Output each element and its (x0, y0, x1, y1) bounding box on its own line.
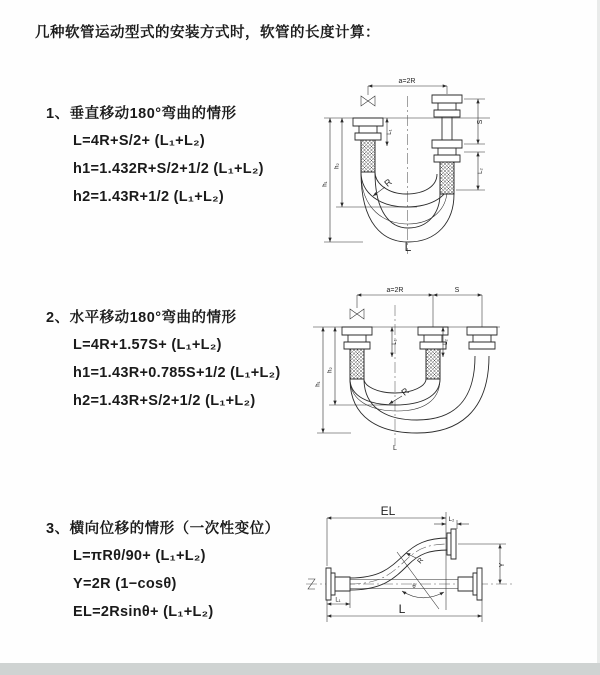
dim-label-r: R (399, 385, 411, 398)
dim-label-h2: h₂ (334, 163, 341, 169)
dim-label-s: S (477, 119, 484, 125)
dim-label-l: L (404, 240, 412, 254)
displaced-hose-curve (350, 538, 448, 590)
left-pipe-fitting (342, 327, 372, 379)
formula-h2: h2=1.43R+1/2 (L₁+L₂) (73, 189, 225, 205)
dim-label-s: S (454, 287, 460, 294)
section-2 (46, 308, 281, 419)
dim-label-el: EL (380, 504, 396, 518)
dimension-l1 (387, 118, 393, 146)
hose-u-bend (350, 356, 489, 433)
diagram-horizontal-180-bend (305, 280, 595, 460)
dim-label-l: L (398, 602, 406, 616)
dim-label-h2: h₂ (327, 367, 334, 373)
dim-label-l: L (393, 445, 397, 452)
section-1 (46, 104, 264, 215)
dim-label-l1: L₁ (335, 597, 341, 604)
dim-label-l1: L₁ (387, 129, 393, 135)
dimension-s (433, 287, 482, 327)
dim-label-l2: L₂ (448, 517, 455, 523)
dimension-l2 (434, 517, 469, 529)
formula-l: L=πRθ/90+ (L₁+L₂) (73, 548, 206, 564)
formula-el: EL=2Rsinθ+ (L₁+L₂) (73, 604, 214, 620)
dim-label-theta: θ (412, 584, 416, 590)
formula-l: L=4R+S/2+ (L₁+L₂) (73, 133, 205, 149)
section-1-heading: 1、垂直移动180°弯曲的情形 (46, 106, 237, 122)
valve-icon (350, 309, 364, 319)
braided-hose-section (361, 140, 375, 172)
displaced-flange (447, 529, 456, 559)
valve-icon (361, 96, 375, 106)
radius-callout (373, 176, 394, 196)
dimension-a2r (368, 78, 447, 95)
formula-h1: h1=1.43R+0.785S+1/2 (L₁+L₂) (73, 365, 281, 381)
dim-label-r: R (416, 556, 426, 566)
section-3 (46, 519, 280, 630)
dim-label-h1: h₁ (322, 181, 329, 187)
dim-label-l2: L₂ (478, 168, 484, 174)
formula-h2: h2=1.43R+S/2+1/2 (L₁+L₂) (73, 393, 256, 409)
dim-label-r: R (382, 176, 394, 189)
braided-hose-section (350, 349, 364, 379)
dim-label-h1: h₁ (315, 381, 322, 387)
section-2-heading: 2、水平移动180°弯曲的情形 (46, 310, 237, 326)
diagram-vertical-180-bend (305, 66, 585, 261)
left-flange (326, 568, 350, 600)
dim-label-y: Y (499, 562, 506, 568)
left-pipe-fitting (353, 118, 383, 172)
dim-label-a2r: a=2R (398, 78, 416, 85)
page-title: 几种软管运动型式的安装方式时，软管的长度计算： (35, 25, 380, 41)
right-pipe-fitting (467, 327, 497, 349)
dim-label-l2: L₂ (443, 339, 449, 345)
formula-y: Y=2R (1−cosθ) (73, 576, 177, 592)
dim-label-a2r: a=2R (386, 287, 404, 294)
section-3-heading: 3、横向位移的情形（一次性变位） (46, 521, 280, 537)
radius-callout (389, 385, 411, 404)
formula-h1: h1=1.432R+S/2+1/2 (L₁+L₂) (73, 161, 264, 177)
original-flange (458, 568, 482, 600)
braided-hose-section (426, 349, 440, 379)
diagram-lateral-displacement (300, 498, 600, 648)
middle-pipe-fitting (418, 327, 448, 379)
dimension-s (464, 99, 485, 144)
dim-label-l1: L₁ (392, 339, 398, 345)
braided-hose-section (440, 162, 454, 194)
page-bottom-edge (0, 663, 600, 675)
formula-l: L=4R+1.57S+ (L₁+L₂) (73, 337, 222, 353)
